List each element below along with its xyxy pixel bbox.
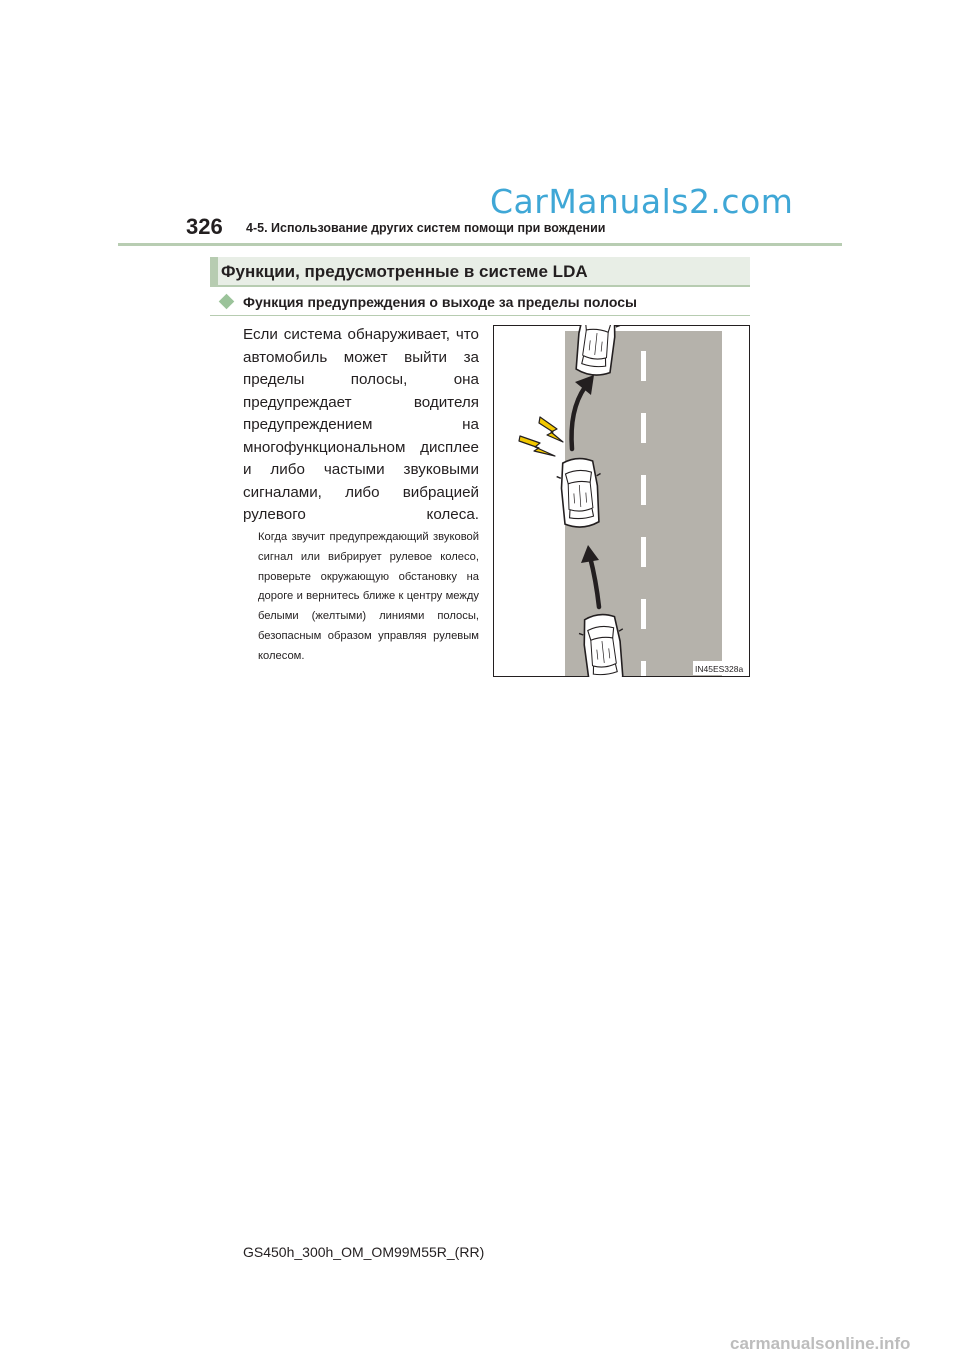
page-number: 326 bbox=[186, 214, 223, 239]
body-paragraph: Если система обнаруживает, что автомобиль может выйти за пределы полосы, она предупреждает водителя предупреждением на многофункциональном дисплее и либо частыми звуковыми сигналами, либо вибрацией рулевого колеса. bbox=[243, 326, 479, 523]
watermark-top: CarManuals2.com bbox=[490, 182, 794, 221]
subsection-title: Функция предупреждения о выходе за пределы полосы bbox=[243, 294, 637, 310]
header-rule bbox=[118, 243, 842, 246]
subsection-rule bbox=[210, 315, 750, 316]
section-underline bbox=[210, 285, 750, 287]
chapter-title: 4-5. Использование других систем помощи при вождении bbox=[246, 221, 606, 235]
watermark-bottom: carmanualsonline.info bbox=[730, 1334, 911, 1353]
figure-code: IN45ES328a bbox=[695, 664, 744, 674]
diamond-bullet-icon bbox=[219, 294, 235, 310]
lane-departure-illustration bbox=[493, 325, 750, 677]
note-paragraph: Когда звучит предупреждающий звуковой сигнал или вибрирует рулевое колесо, проверьте окружающую обстановку на дороге и вернитесь ближе к центру между белыми (желтыми) линиями полосы, безопасным образом управляя рулевым колесом. bbox=[258, 531, 479, 662]
right-road-edge bbox=[722, 331, 727, 676]
footer-code: GS450h_300h_OM_OM99M55R_(RR) bbox=[243, 1244, 485, 1260]
section-title: Функции, предусмотренные в системе LDA bbox=[221, 262, 588, 281]
